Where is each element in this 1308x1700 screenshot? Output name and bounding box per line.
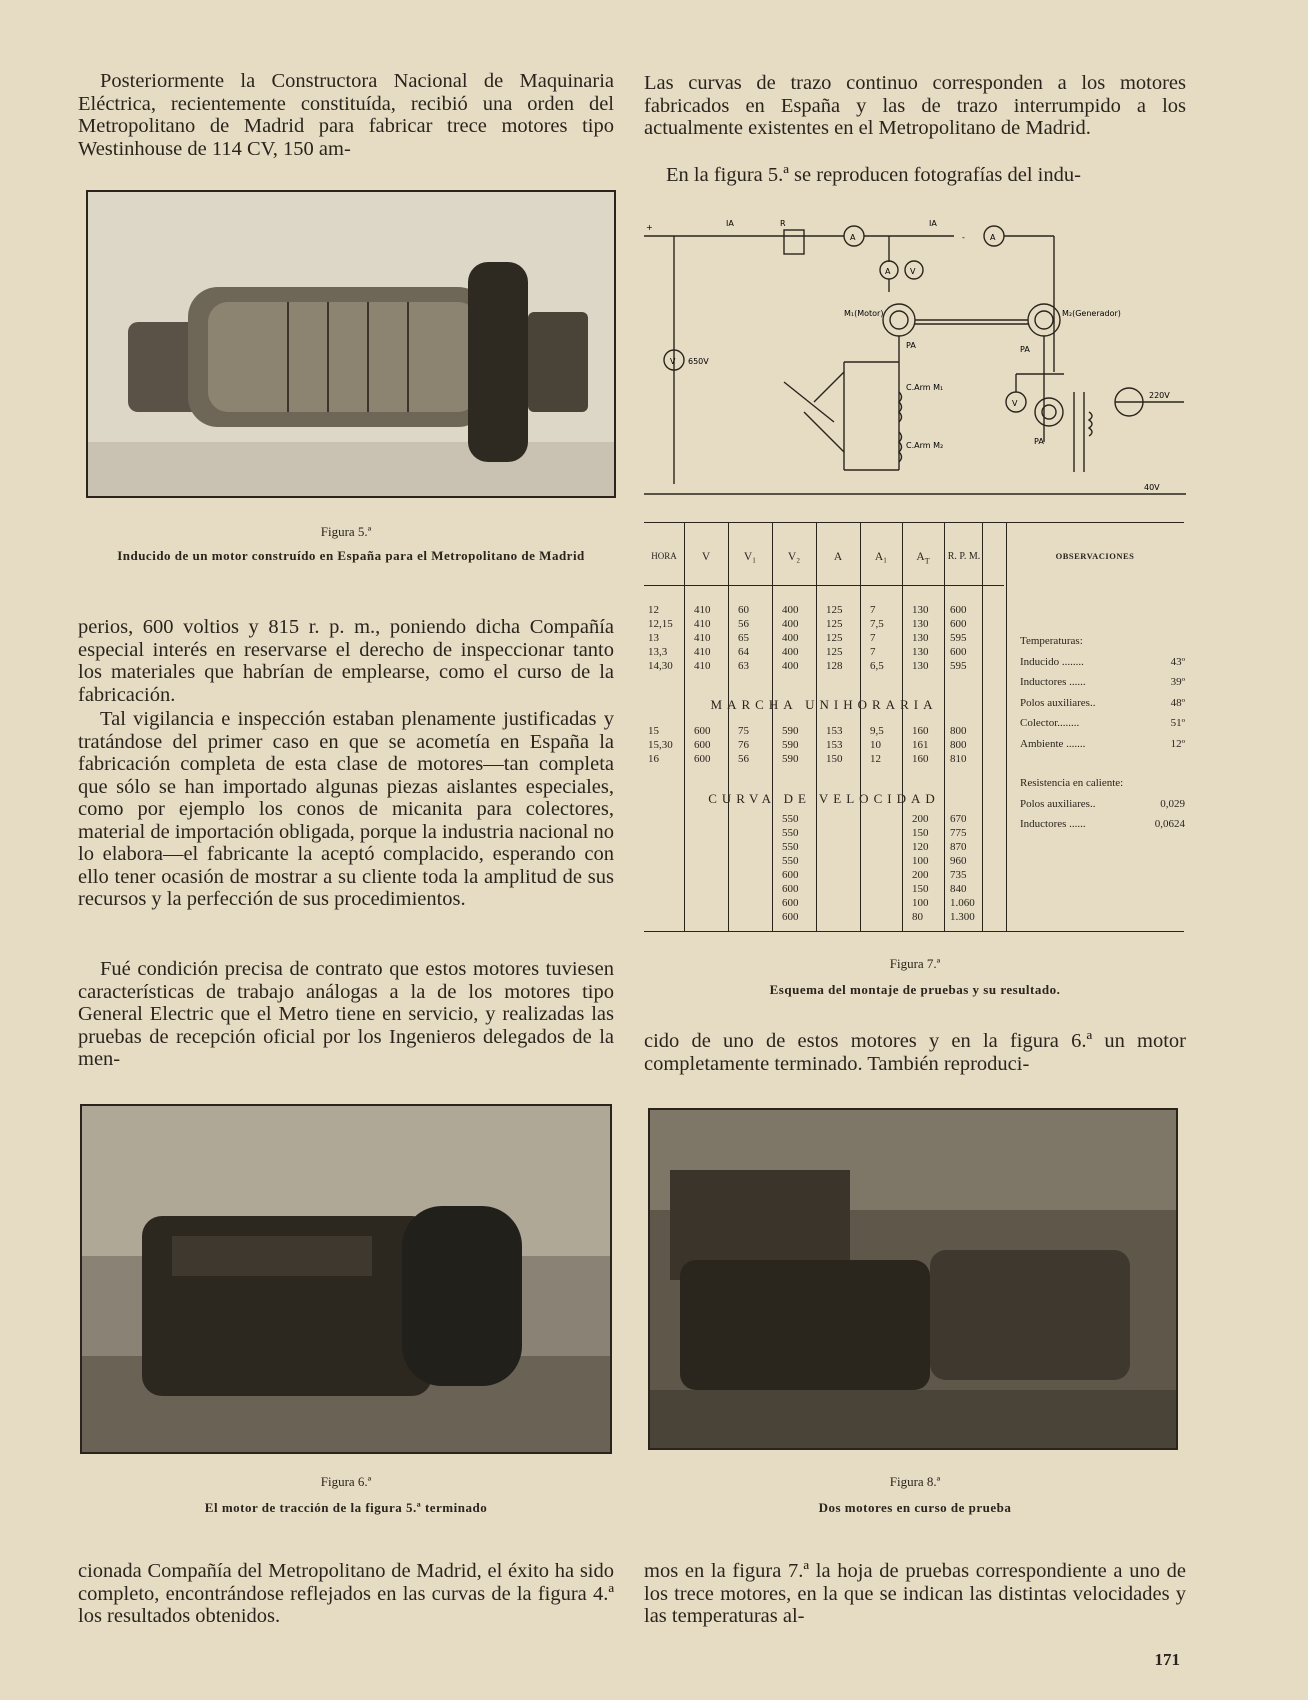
table-cell: 775 [950, 827, 967, 839]
observation-value: 39º [1170, 676, 1185, 688]
table-cell: 600 [694, 739, 711, 751]
table-cell: 125 [826, 632, 843, 644]
observations [1020, 631, 1185, 754]
observation-row [1020, 672, 1185, 693]
column-header: R. P. M. [947, 551, 981, 562]
motor-label: M₁(Motor) [844, 309, 884, 318]
pole-label: PA [1020, 345, 1030, 354]
figure-caption: Dos motores en curso de prueba [818, 1500, 1012, 1515]
figure-label: Figura 8.ª [889, 1474, 941, 1489]
table-cell: 6,5 [870, 660, 884, 672]
table-block [644, 724, 1004, 766]
ammeter-label: A [850, 233, 856, 242]
table-cell: 12 [870, 753, 881, 765]
table-cell: 75 [738, 725, 749, 737]
observation-value: 43º [1170, 655, 1185, 668]
observations [1020, 773, 1185, 835]
table-cell: 400 [782, 632, 799, 644]
table-cell: 410 [694, 646, 711, 658]
table-cell: 600 [694, 725, 711, 737]
table-cell: 590 [782, 739, 799, 751]
voltage-label: 220V [1149, 391, 1170, 400]
table-cell: 410 [694, 660, 711, 672]
table-cell: 1.300 [950, 911, 975, 923]
table-cell: 15,30 [648, 739, 673, 751]
column-header: $A_T$ [916, 551, 930, 566]
table-cell: 14,30 [648, 660, 673, 672]
paragraph: mos en la figura 7.ª la hoja de pruebas correspondiente a uno de los trece motores, en la que se indican las distintas velocidades y las temperaturas al- [644, 1560, 1186, 1627]
table-cell: 600 [782, 869, 799, 881]
table-cell: 400 [782, 660, 799, 672]
figure-label: Figura 5.ª [320, 524, 372, 539]
table-cell: 600 [782, 883, 799, 895]
table-cell: 550 [782, 813, 799, 825]
paragraph: En la figura 5.ª se reproducen fotografías del indu- [666, 164, 1081, 186]
table-cell: 100 [912, 897, 929, 909]
table-cell: 550 [782, 827, 799, 839]
table-block [644, 603, 1004, 673]
paragraph: Las curvas de trazo continuo corresponden a los motores fabricados en España y las de trazo interrumpido a los actualmente existentes en el Metropolitano de Madrid. [644, 72, 1186, 139]
table-cell: 595 [950, 660, 967, 672]
observation-label: Inducido ........ [1020, 655, 1084, 668]
section-label: CURVA DE VELOCIDAD [708, 791, 940, 806]
table-cell: 150 [912, 827, 929, 839]
table-cell: 128 [826, 660, 843, 672]
switch-label: IA [726, 219, 734, 228]
observation-value: 0,029 [1160, 797, 1185, 810]
table-cell: 600 [694, 753, 711, 765]
table-cell: 56 [738, 753, 749, 765]
observation-value: 12º [1170, 737, 1185, 750]
table-cell: 120 [912, 841, 929, 853]
table-cell: 125 [826, 618, 843, 630]
table-cell: 125 [826, 604, 843, 616]
table-block [644, 812, 1004, 924]
table-row [644, 910, 1004, 924]
paragraph: cionada Compañía del Metropolitano de Madrid, el éxito ha sido completo, encontrándose reflejados en las curvas de la figura 4.ª los resultados obtenidos. [78, 1560, 614, 1627]
table-cell: 400 [782, 618, 799, 630]
paragraph: cido de uno de estos motores y en la figura 6.ª un motor completamente terminado. También reproduci- [644, 1030, 1186, 1075]
switch-label: IA [929, 219, 937, 228]
column-header: A₁ [874, 551, 888, 563]
table-cell: 150 [826, 753, 843, 765]
table-row [644, 738, 1004, 752]
table-cell: 64 [738, 646, 749, 658]
table-cell: 800 [950, 725, 967, 737]
table-cell: 15 [648, 725, 659, 737]
table-cell: 60 [738, 604, 749, 616]
table-cell: 56 [738, 618, 749, 630]
paragraph: perios, 600 voltios y 815 r. p. m., poniendo dicha Compañía especial interés en reservarse el derecho de inspeccionar tanto los materiales que habrían de emplearse, como el curso de la fabricación. [78, 616, 614, 706]
winding-label: C.Arm M₂ [906, 441, 944, 450]
table-row [644, 840, 1004, 854]
table-cell: 130 [912, 632, 929, 644]
table-row [644, 617, 1004, 631]
armature-photo [86, 190, 616, 498]
resistor-label: R [780, 219, 786, 228]
table-cell: 80 [912, 911, 923, 923]
observation-row [1020, 713, 1185, 734]
table-cell: 7 [870, 632, 876, 644]
table-cell: 960 [950, 855, 967, 867]
table-cell: 600 [950, 618, 967, 630]
table-row [644, 631, 1004, 645]
table-cell: 130 [912, 660, 929, 672]
resistance-title: Resistencia en caliente: [1020, 777, 1124, 789]
table-row [644, 659, 1004, 673]
observation-row [1020, 652, 1185, 673]
table-cell: 595 [950, 632, 967, 644]
table-cell: 410 [694, 632, 711, 644]
traction-motor-photo [80, 1104, 612, 1454]
table-cell: 150 [912, 883, 929, 895]
temperatures-title: Temperaturas: [1020, 635, 1083, 647]
paragraph: Fué condición precisa de contrato que estos motores tuviesen características de trabajo análogas a la de los motores tipo General Electric que el Metro tiene en servicio, y realizadas las pruebas de recepción oficial por los Ingenieros delegados de la men- [78, 958, 614, 1070]
table-cell: 130 [912, 604, 929, 616]
column-header: A [833, 551, 843, 563]
table-cell: 7 [870, 604, 876, 616]
voltage-label: 40V [1144, 483, 1160, 492]
table-cell: 65 [738, 632, 749, 644]
table-cell: 410 [694, 604, 711, 616]
column-header: HORA [651, 551, 677, 561]
pole-label: PA [906, 341, 916, 350]
paragraph: Posteriormente la Constructora Nacional de Maquinaria Eléctrica, recientemente constituída, recibió una orden del Metropolitano de Madrid para fabricar trece motores tipo Westinhouse de 114 CV, 150 am- [78, 70, 614, 160]
column-header: OBSERVACIONES [1055, 551, 1135, 561]
table-cell: 63 [738, 660, 749, 672]
observation-row [1020, 814, 1185, 835]
winding-label: C.Arm M₁ [906, 383, 944, 392]
table-cell: 160 [912, 725, 929, 737]
observation-label: Polos auxiliares.. [1020, 696, 1096, 709]
table-cell: 735 [950, 869, 967, 881]
observation-label: Inductores ...... [1020, 676, 1086, 688]
figure-caption: Esquema del montaje de pruebas y su resultado. [769, 982, 1061, 997]
figure-caption: Inducido de un motor construído en España para el Metropolitano de Madrid [117, 548, 585, 563]
test-results-table [644, 522, 1184, 932]
positive-terminal-label: + [646, 223, 653, 232]
table-cell: 550 [782, 841, 799, 853]
table-cell: 550 [782, 855, 799, 867]
table-cell: 12,15 [648, 618, 673, 630]
figure-caption: El motor de tracción de la figura 5.ª terminado [204, 1500, 488, 1515]
voltage-label: 650V [688, 357, 709, 366]
table-cell: 590 [782, 753, 799, 765]
voltmeter-label: V [910, 267, 916, 276]
table-row [644, 896, 1004, 910]
negative-terminal-label: - [962, 233, 965, 242]
table-cell: 130 [912, 618, 929, 630]
ammeter-label: A [885, 267, 891, 276]
table-row [644, 603, 1004, 617]
observation-label: Colector........ [1020, 717, 1080, 729]
voltmeter-label: V [1012, 399, 1018, 408]
observation-label: Polos auxiliares.. [1020, 797, 1096, 810]
table-row [644, 752, 1004, 766]
motors-testing-photo [648, 1108, 1178, 1450]
table-row [644, 724, 1004, 738]
table-cell: 410 [694, 618, 711, 630]
table-cell: 153 [826, 739, 843, 751]
observation-value: 51º [1170, 717, 1185, 729]
table-cell: 600 [950, 604, 967, 616]
column-header: V₁ [743, 551, 757, 563]
table-row [644, 826, 1004, 840]
table-row [644, 882, 1004, 896]
table-cell: 160 [912, 753, 929, 765]
table-cell: 800 [950, 739, 967, 751]
observation-row [1020, 734, 1185, 755]
table-cell: 600 [950, 646, 967, 658]
table-cell: 200 [912, 869, 929, 881]
table-cell: 200 [912, 813, 929, 825]
table-cell: 7,5 [870, 618, 884, 630]
observation-value: 0,0624 [1154, 818, 1185, 830]
observation-row [1020, 693, 1185, 714]
circuit-diagram [644, 212, 1186, 502]
section-label: MARCHA UNIHORARIA [710, 697, 938, 712]
table-cell: 10 [870, 739, 881, 751]
table-cell: 870 [950, 841, 967, 853]
table-cell: 161 [912, 739, 929, 751]
table-row [644, 868, 1004, 882]
ammeter-label: A [990, 233, 996, 242]
generator-label: M₂(Generador) [1062, 309, 1121, 318]
paragraph: Tal vigilancia e inspección estaban plenamente justificadas y tratándose del primer caso en que se acometía en España la fabricación completa de esta clase de motores—tan completa que sólo se han importado algunas piezas aislantes especiales, como por ejemplo los conos de micanita para colectores, material de importación obligada, porque la industria nacional no lo elabora—el fabricante la aceptó complacido, esperando con ello tener ocasión de mostrar a su cliente toda la amplitud de sus recursos y la perfección de sus procedimientos. [78, 708, 614, 910]
table-cell: 7 [870, 646, 876, 658]
table-cell: 600 [782, 911, 799, 923]
column-header: V₂ [787, 551, 801, 563]
table-cell: 1.060 [950, 897, 975, 909]
table-cell: 130 [912, 646, 929, 658]
observation-row [1020, 794, 1185, 815]
figure-label: Figura 6.ª [320, 1474, 372, 1489]
column-header: V [701, 551, 711, 563]
table-cell: 400 [782, 604, 799, 616]
table-cell: 670 [950, 813, 967, 825]
observation-label: Ambiente ....... [1020, 737, 1086, 750]
table-cell: 76 [738, 739, 749, 751]
observation-label: Inductores ...... [1020, 818, 1086, 830]
voltmeter-label: V [670, 357, 676, 366]
table-cell: 125 [826, 646, 843, 658]
table-cell: 600 [782, 897, 799, 909]
table-cell: 153 [826, 725, 843, 737]
table-cell: 16 [648, 753, 659, 765]
table-cell: 100 [912, 855, 929, 867]
pole-label: PA [1034, 437, 1044, 446]
table-cell: 9,5 [870, 725, 884, 737]
table-row [644, 645, 1004, 659]
table-cell: 840 [950, 883, 967, 895]
table-cell: 400 [782, 646, 799, 658]
figure-label: Figura 7.ª [889, 956, 941, 971]
table-cell: 12 [648, 604, 659, 616]
table-cell: 810 [950, 753, 967, 765]
table-cell: 13,3 [648, 646, 668, 658]
page-number: 171 [1154, 1650, 1180, 1669]
table-row [644, 854, 1004, 868]
table-cell: 590 [782, 725, 799, 737]
table-row [644, 812, 1004, 826]
table-cell: 13 [648, 632, 659, 644]
observation-value: 48º [1170, 696, 1185, 709]
